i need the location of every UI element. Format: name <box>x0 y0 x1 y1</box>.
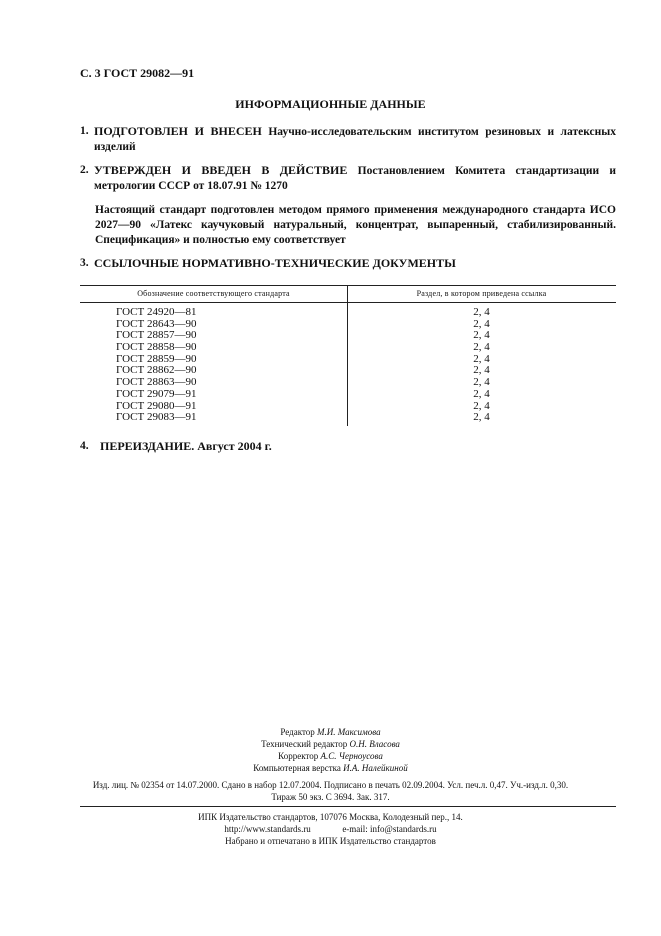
standard-cell: ГОСТ 28863—90 <box>116 376 197 389</box>
imprint-block <box>0 779 661 803</box>
section-cell: 2, 4 <box>473 306 490 318</box>
info-item-2 <box>80 163 616 194</box>
item-lead: ПОДГОТОВЛЕН И ВНЕСЕН <box>94 124 262 138</box>
table-top-rule <box>80 285 616 286</box>
table-row <box>80 342 616 354</box>
standard-cell: ГОСТ 28858—90 <box>116 341 197 354</box>
page-header: С. 3 ГОСТ 29082—91 <box>80 66 195 80</box>
item-number: 2. <box>80 164 89 176</box>
item-text: Постановлением Комитета стандартизации и метрологии СССР от 18.07.91 № 1270 <box>94 165 616 192</box>
reissue <box>80 439 616 455</box>
imprint-rule <box>80 806 616 807</box>
credit-tech-editor: Технический редактор О.Н. Власова <box>261 739 400 749</box>
refs-title: ССЫЛОЧНЫЕ НОРМАТИВНО-ТЕХНИЧЕСКИЕ ДОКУМЕНТЫ <box>94 256 456 270</box>
item-number: 1. <box>80 125 89 137</box>
section-cell: 2, 4 <box>473 352 490 365</box>
section-cell: 2, 4 <box>473 364 490 377</box>
standard-note: Настоящий стандарт подготовлен методом прямого применения международного стандарта ИСО 2027—90 «Латекс каучуковый натуральный, концентрат, выпаренный, стабилизированный. Спецификация» и полностью ему соответствует <box>95 204 616 246</box>
publisher-address: ИПК Издательство стандартов, 107076 Москва, Колодезный пер., 14. <box>198 812 463 822</box>
section-title: ИНФОРМАЦИОННЫЕ ДАННЫЕ <box>235 97 426 111</box>
publisher-block <box>0 811 661 847</box>
standard-cell: ГОСТ 28859—90 <box>116 352 197 365</box>
credit-editor: Редактор М.И. Максимова <box>280 727 381 737</box>
table-body <box>80 307 616 424</box>
table-row <box>80 389 616 401</box>
publisher-printed: Набрано и отпечатано в ИПК Издательство стандартов <box>225 836 436 846</box>
header-rule <box>80 302 616 303</box>
credit-proofreader: Корректор А.С. Черноусова <box>278 751 383 761</box>
standard-cell: ГОСТ 24920—81 <box>116 306 197 318</box>
info-item-1 <box>80 124 616 155</box>
section-cell: 2, 4 <box>473 329 490 342</box>
publisher-site-link[interactable]: http://www.standards.ru <box>224 824 311 834</box>
item-number: 3. <box>80 257 89 269</box>
standard-cell: ГОСТ 29080—91 <box>116 399 197 412</box>
section-cell: 2, 4 <box>473 341 490 354</box>
column-header-standard: Обозначение соответствующего стандарта <box>137 289 290 298</box>
imprint-line-2: Тираж 50 экз. С 3694. Зак. 317. <box>271 792 390 802</box>
credit-layout: Компьютерная верстка И.А. Налейкиной <box>253 763 408 773</box>
standard-cell: ГОСТ 28862—90 <box>116 364 197 377</box>
standard-cell: ГОСТ 29083—91 <box>116 411 197 424</box>
table-row <box>80 412 616 424</box>
section-cell: 2, 4 <box>473 387 490 400</box>
section-cell: 2, 4 <box>473 399 490 412</box>
section-cell: 2, 4 <box>473 411 490 424</box>
section-cell: 2, 4 <box>473 317 490 330</box>
publisher-email-link[interactable]: e-mail: info@standards.ru <box>342 824 437 834</box>
column-header-section: Раздел, в котором приведена ссылка <box>416 289 547 298</box>
item-text: Научно-исследовательским институтом резиновых и латексных изделий <box>94 126 617 153</box>
reissue-text: ПЕРЕИЗДАНИЕ. Август 2004 г. <box>100 439 272 453</box>
credits-block <box>0 726 661 774</box>
item-number: 4. <box>80 440 89 452</box>
table-row <box>80 307 616 319</box>
publisher-contacts <box>0 823 661 835</box>
standard-cell: ГОСТ 28643—90 <box>116 317 197 330</box>
refs-heading <box>80 256 616 272</box>
item-lead: УТВЕРЖДЕН И ВВЕДЕН В ДЕЙСТВИЕ <box>94 163 348 177</box>
section-cell: 2, 4 <box>473 376 490 389</box>
standard-cell: ГОСТ 28857—90 <box>116 329 197 342</box>
standard-cell: ГОСТ 29079—91 <box>116 387 197 400</box>
imprint-line-1: Изд. лиц. № 02354 от 14.07.2000. Сдано в набор 12.07.2004. Подписано в печать 02.09.2004. Усл. печ.л. 0,47. Уч.-изд.л. 0,30. <box>92 780 569 790</box>
